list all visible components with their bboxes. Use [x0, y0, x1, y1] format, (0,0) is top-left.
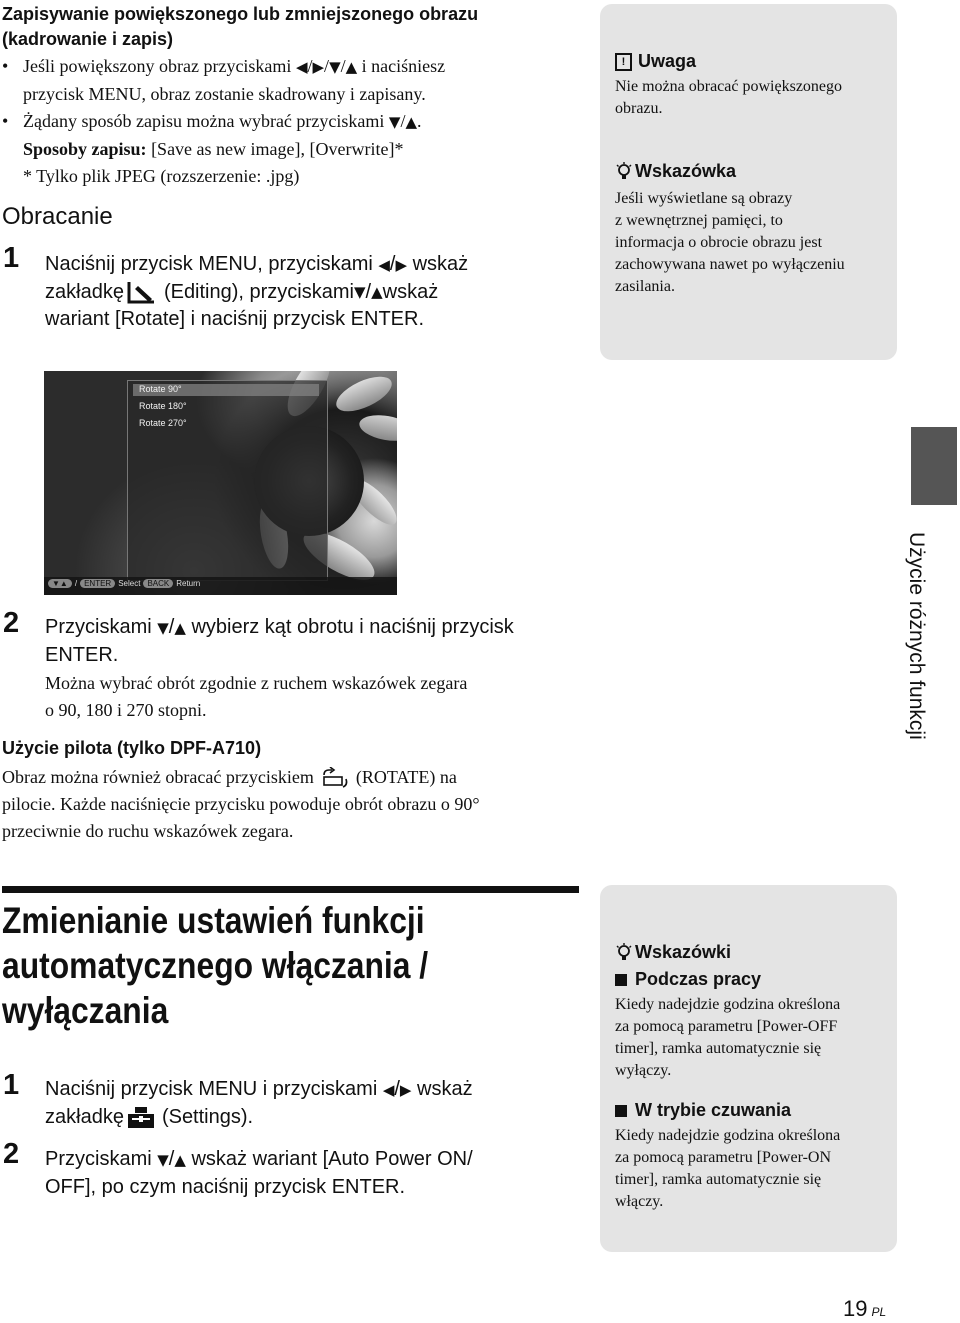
tips-wskazowki: [615, 942, 890, 1213]
power-step2: [45, 1146, 585, 1201]
period: .: [417, 111, 422, 131]
crop-bullet-1-line2: przycisk MENU, obraz zostanie skadrowany i zapisany.: [23, 84, 426, 104]
power-step1: [45, 1076, 585, 1131]
rotate-heading: Obracanie: [2, 203, 113, 230]
page-language: PL: [871, 1305, 887, 1319]
slash: /: [168, 616, 175, 638]
nav-keys-icon: [48, 579, 72, 588]
slash: /: [389, 253, 396, 275]
menu-item-rotate-90[interactable]: Rotate 90°: [139, 384, 182, 394]
note-uwaga: [615, 51, 890, 120]
down-arrow-icon: ▼: [157, 1151, 169, 1169]
tip-line: z wewnętrznej pamięci, to: [615, 212, 783, 229]
note-line2: obrazu.: [615, 100, 663, 117]
up-arrow-icon: ▲: [345, 58, 358, 76]
up-arrow-icon: ▲: [174, 619, 186, 637]
menu-item-rotate-180[interactable]: Rotate 180°: [139, 401, 187, 411]
down-arrow-icon: ▼: [353, 283, 366, 301]
sub2-title: W trybie czuwania: [635, 1100, 792, 1120]
back-key-badge: BACK: [143, 579, 173, 588]
crop-bullet-2: • Żądany sposób zapisu można wybrać przyciskami ▼/▲. Sposoby zapisu: [Save as new image], [Overwrite]* * Tylko plik JPEG (rozszerzenie: .jpg): [2, 108, 562, 190]
sub2-line: Kiedy nadejdzie godzina określona: [615, 1127, 841, 1144]
tip-line: Jeśli wyświetlane są obrazy: [615, 190, 793, 207]
slash: /: [307, 56, 313, 76]
sub2-line: za pomocą parametru [Power-ON: [615, 1149, 832, 1166]
enter-key-badge: ENTER: [80, 579, 115, 588]
rotate-step1-number: 1: [3, 242, 20, 274]
rotate-step2-enter: ENTER.: [45, 644, 119, 666]
screen-footer: [48, 579, 200, 588]
petal: [331, 371, 396, 418]
warning-icon: !: [615, 53, 632, 71]
power-step1-settings: (Settings).: [161, 1106, 254, 1128]
rotate-step1-tab-label: zakładkę: [45, 281, 124, 303]
up-arrow-icon: ▲: [174, 1151, 186, 1169]
power-heading: [2, 898, 428, 1033]
down-arrow-icon: ▼: [329, 58, 341, 76]
rotate-step2-detail-line1: Można wybrać obrót zgodnie z ruchem wskazówek zegara: [45, 673, 468, 693]
chapter-tab-marker: [911, 427, 957, 505]
crop-title-line1: Zapisywanie powiększonego lub zmniejszonego obrazu: [2, 4, 479, 24]
slash: /: [168, 1148, 175, 1170]
remote-text: [2, 764, 582, 845]
up-arrow-icon: ▲: [371, 283, 383, 301]
sub1-line: timer], ramka automatycznie się: [615, 1040, 822, 1057]
slash: /: [394, 1078, 400, 1100]
tip-title: Wskazówka: [635, 161, 737, 181]
power-step1-text: Naciśnij przycisk MENU i przyciskami: [45, 1078, 383, 1100]
crop-title-line2: (kadrowanie i zapis): [2, 29, 174, 49]
lightbulb-icon: [615, 162, 633, 182]
section-divider: [2, 886, 579, 893]
save-methods-label: Sposoby zapisu:: [23, 139, 147, 159]
left-arrow-icon: ◀: [378, 256, 390, 274]
rotate-step1-line3: wariant [Rotate] i naciśnij przycisk ENTER.: [45, 308, 425, 330]
rotate-step1-b-end: wskaż: [382, 281, 439, 303]
sub1-line: za pomocą parametru [Power-OFF: [615, 1018, 838, 1035]
page-number: [843, 1296, 886, 1322]
slash: /: [365, 281, 372, 303]
rotate-step2-number: 2: [3, 607, 20, 639]
down-arrow-icon: ▼: [388, 113, 401, 131]
sub1-line: Kiedy nadejdzie godzina określona: [615, 996, 841, 1013]
remote-text-line2: pilocie. Każde naciśnięcie przycisku powoduje obrót obrazu o 90°: [2, 794, 480, 814]
square-bullet-icon: [615, 974, 627, 986]
rotate-step1: [45, 251, 585, 333]
rotate-step1-text-end: wskaż: [407, 253, 469, 275]
power-heading-line: automatycznego włączania /: [2, 945, 429, 986]
jpeg-footnote: * Tylko plik JPEG (rozszerzenie: .jpg): [23, 166, 300, 186]
note-line1: Nie można obracać powiększonego: [615, 78, 843, 95]
tip-wskazowka: [615, 161, 890, 298]
down-arrow-icon: ▼: [52, 579, 60, 588]
rotate-step1-text: Naciśnij przycisk MENU, przyciskami: [45, 253, 379, 275]
rotate-button-icon: [318, 767, 352, 789]
slash: /: [400, 111, 406, 131]
sub1-title: Podczas pracy: [635, 969, 762, 989]
sub1-line: wyłączy.: [615, 1062, 672, 1079]
left-arrow-icon: ◀: [382, 1081, 395, 1099]
crop-bullets: [2, 53, 562, 190]
right-arrow-icon: ▶: [395, 256, 408, 274]
right-arrow-icon: ▶: [399, 1081, 412, 1099]
settings-tab-icon: [126, 1106, 156, 1130]
slash: /: [340, 56, 346, 76]
rotate-step2-text: Przyciskami: [45, 616, 158, 638]
remote-text-line1: Obraz można również obracać przyciskiem: [2, 767, 314, 787]
square-bullet-icon: [615, 1105, 627, 1117]
save-methods: [23, 136, 422, 163]
chapter-tab-label: Użycie różnych funkcji: [905, 532, 928, 740]
editing-tab-icon: [126, 280, 158, 306]
tip-line: zasilania.: [615, 278, 675, 295]
slash: /: [324, 56, 330, 76]
down-arrow-icon: ▼: [157, 619, 169, 637]
remote-text-line3: przeciwnie do ruchu wskazówek zegara.: [2, 821, 294, 841]
crop-bullet-2-text: Żądany sposób zapisu można wybrać przyciskami: [23, 111, 389, 131]
rotate-step2-detail-line2: o 90, 180 i 270 stopni.: [45, 700, 207, 720]
sub2-line: timer], ramka automatycznie się: [615, 1171, 822, 1188]
footer-slash: /: [74, 579, 78, 588]
power-step1-tab-label: zakładkę: [45, 1106, 124, 1128]
power-step1-text-end: wskaż: [411, 1078, 473, 1100]
power-step2-line2: OFF], po czym naciśnij przycisk ENTER.: [45, 1176, 406, 1198]
lightbulb-icon: [615, 943, 633, 963]
crop-bullet-1-end: i naciśniesz: [357, 56, 446, 76]
footer-return-label: Return: [176, 579, 201, 588]
tip-line: zachowywana nawet po wyłączeniu: [615, 256, 845, 273]
footer-select-label: Select: [118, 579, 141, 588]
remote-text-line1-end: (ROTATE) na: [355, 767, 457, 787]
power-heading-line: wyłączania: [2, 990, 169, 1031]
crop-title: [2, 2, 478, 52]
up-arrow-icon: ▲: [405, 113, 417, 131]
menu-item-rotate-270[interactable]: Rotate 270°: [139, 418, 187, 428]
save-methods-value: [Save as new image], [Overwrite]*: [146, 139, 404, 159]
power-heading-line: Zmienianie ustawień funkcji: [2, 900, 425, 941]
up-arrow-icon: ▲: [59, 579, 68, 588]
power-step2-number: 2: [3, 1138, 20, 1170]
rotate-step1-editing: (Editing), przyciskami: [163, 281, 354, 303]
sub2-line: włączy.: [615, 1193, 664, 1210]
left-arrow-icon: ◀: [295, 58, 308, 76]
power-step2-text: Przyciskami: [45, 1148, 158, 1170]
tip-line: informacja o obrocie obrazu jest: [615, 234, 823, 251]
power-step2-text-end: wskaż wariant [Auto Power ON/: [185, 1148, 473, 1170]
page-number-value: 19: [843, 1296, 868, 1321]
rotate-step2-text-end: wybierz kąt obrotu i naciśnij przycisk: [185, 616, 514, 638]
rotate-step2-detail: [45, 670, 585, 724]
rotate-step2: [45, 614, 605, 669]
rotate-menu-screenshot: [44, 371, 397, 595]
remote-heading: Użycie pilota (tylko DPF-A710): [2, 738, 262, 758]
note-title: Uwaga: [638, 51, 697, 71]
right-arrow-icon: ▶: [312, 58, 325, 76]
tips-title: Wskazówki: [635, 942, 732, 962]
crop-bullet-1-text: Jeśli powiększony obraz przyciskami: [23, 56, 296, 76]
petal: [357, 411, 397, 444]
power-step1-number: 1: [3, 1069, 20, 1101]
crop-bullet-1: • Jeśli powiększony obraz przyciskami ◀/▶/▼/▲ i naciśniesz przycisk MENU, obraz zostanie skadrowany i zapisany.: [2, 53, 562, 108]
